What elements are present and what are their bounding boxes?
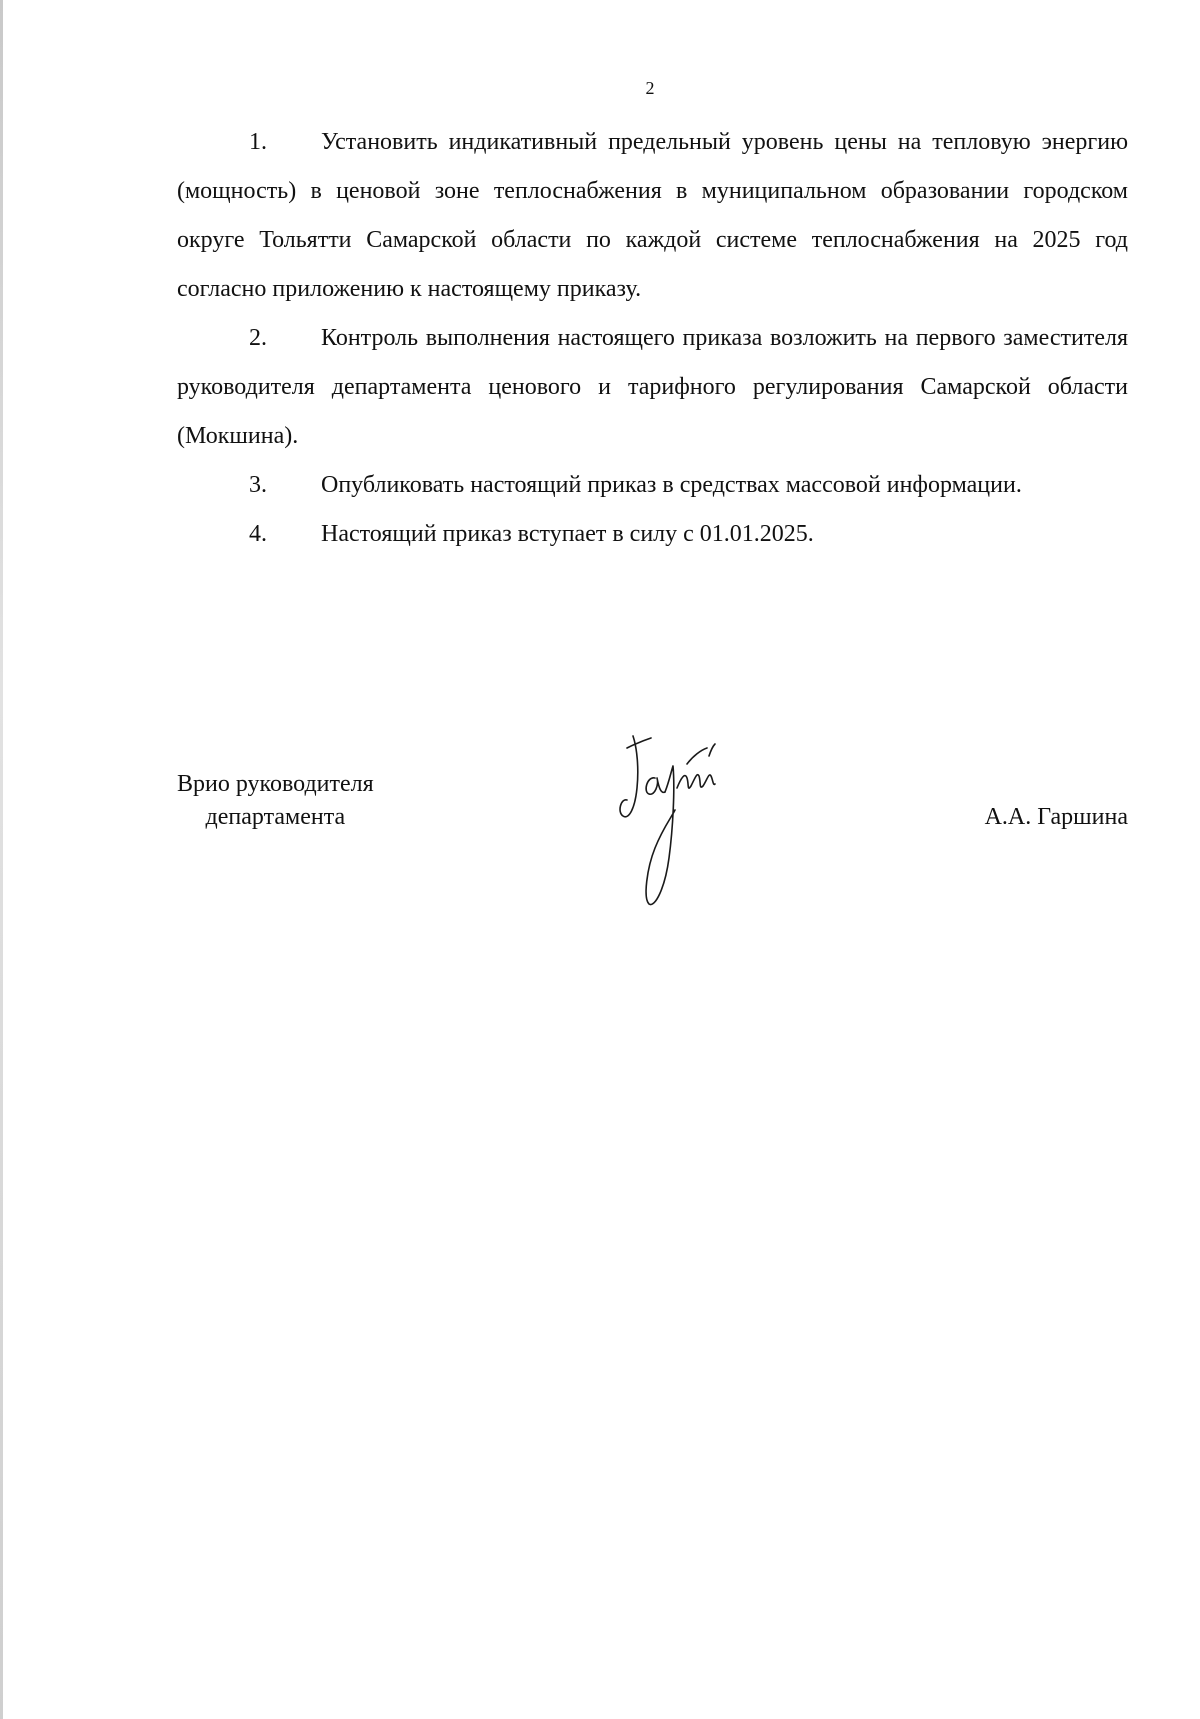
paragraph-text: Установить индикативный предельный уровень цены на тепловую энергию (мощность) в ценовой зоне теплоснабжения в муниципальном образовании городском округе Тольятти Самарской области по каждой системе теплоснабжения на 2025 год согласно приложению к настоящему приказу. [177,129,1128,302]
paragraph-2 [177,314,1128,461]
paragraph-1 [177,118,1128,314]
paragraph-text: Опубликовать настоящий приказ в средствах массовой информации. [321,472,1022,498]
handwritten-signature-icon [615,728,730,918]
page-number: 2 [645,78,655,98]
paragraph-text: Настоящий приказ вступает в силу с 01.01.2025. [321,521,814,547]
paragraph-number: 1. [249,129,267,155]
paragraph-number: 3. [249,472,267,498]
paragraph-3 [177,461,1128,510]
paragraph-4 [177,510,1128,559]
paragraph-number: 2. [249,325,267,351]
order-text [177,118,1128,559]
signatory-position-line-2: департамента [205,804,346,830]
signatory-position [177,768,374,834]
signatory-position-line-1: Врио руководителя [177,771,374,797]
paragraph-number: 4. [249,521,267,547]
signatory-name: А.А. Гаршина [984,804,1128,830]
scan-edge [0,0,3,1719]
paragraph-text: Контроль выполнения настоящего приказа возложить на первого заместителя руководителя департамента ценового и тарифного регулирования Самарской области (Мокшина). [177,325,1128,449]
